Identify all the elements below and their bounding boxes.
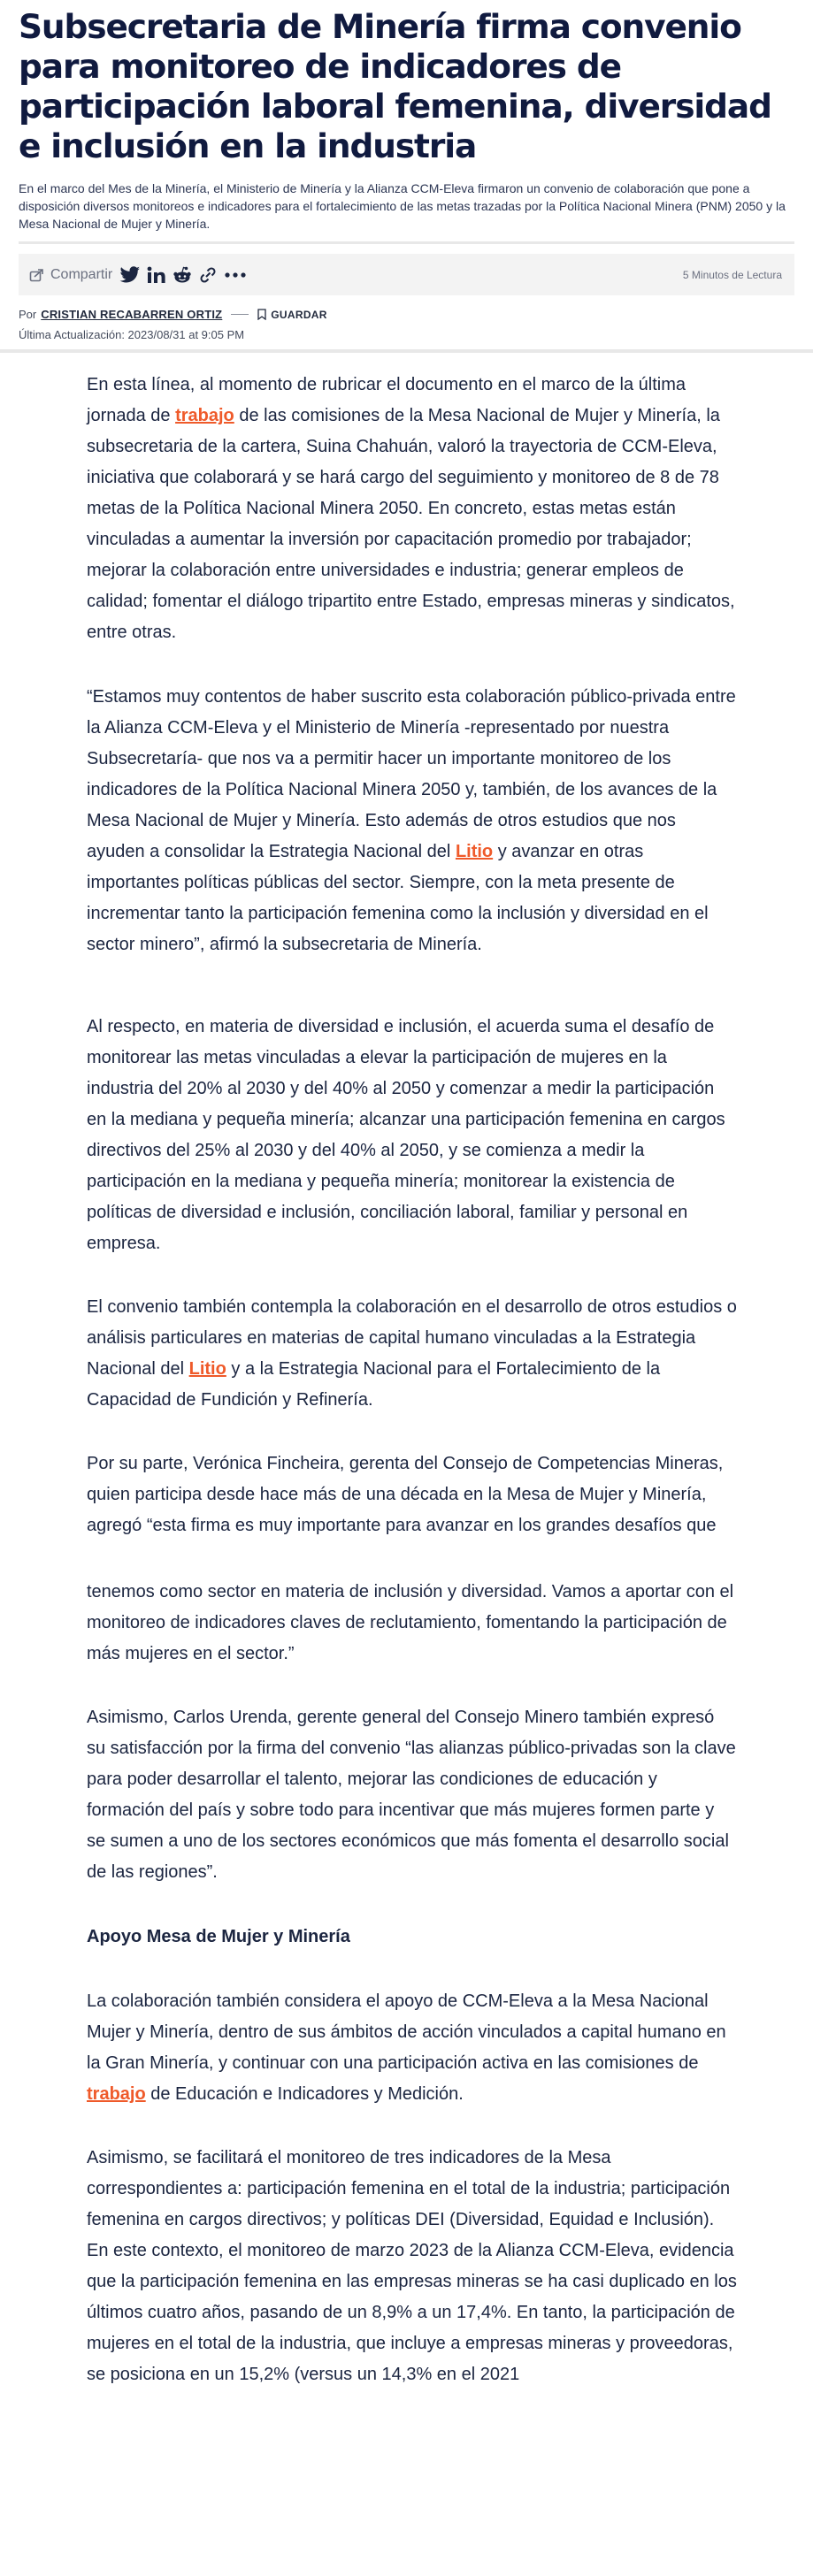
paragraph (87, 370, 737, 648)
keyword-link[interactable]: trabajo (87, 2084, 146, 2104)
read-time: 5 Minutos de Lectura (682, 268, 782, 281)
bookmark-icon (257, 309, 266, 320)
paragraph (87, 1292, 737, 1416)
keyword-link[interactable]: trabajo (175, 406, 234, 425)
save-label: GUARDAR (271, 308, 327, 321)
share-button[interactable] (29, 267, 112, 283)
byline-prefix: Por (19, 308, 37, 321)
article-header (0, 0, 813, 341)
paragraph: Asimismo, se facilitará el monitoreo de tres indicadores de la Mesa correspondientes a: participación femenina en el total de la industria; participación femenina en cargos directivos; y políticas DEI (Diversidad, Equidad e Inclusión). En este contexto, el monitoreo de marzo 2023 de la Alianza CCM-Eleva, evidencia que la participación femenina en las empresas mineras se ha casi duplicado en los últimos cuatro años, pasando de un 8,9% a un 17,4%. En tanto, la participación de mujeres en el total de la industria, que incluye a empresas mineras y proveedoras, se posiciona en un 15,2% (versus un 14,3% en el 2021 (87, 2148, 737, 2384)
more-icon[interactable] (224, 266, 247, 284)
paragraph-text: y avanzar en otras importantes políticas públicas del sector. Siempre, con la meta presente de incrementar tanto la participación femenina como la inclusión y diversidad en el sector minero”, afirmó la subsecretaria de Minería. (87, 842, 709, 954)
paragraph: Al respecto, en materia de diversidad e inclusión, el acuerda suma el desafío de monitorear las metas vinculadas a elevar la participación de mujeres en la industria del 20% al 2030 y del 40% al 2050 y comenzar a medir la participación en la mediana y pequeña minería; alcanzar una participación femenina en cargos directivos del 25% al 2030 y del 40% al 2050, y se comienza a medir la participación en la mediana y pequeña minería; monitorear la existencia de políticas de diversidad e inclusión, conciliación laboral, familiar y personal en empresa. (87, 1017, 725, 1253)
paragraph-text: El convenio también contempla la colaboración en el desarrollo de otros estudios o análisis particulares en materias de capital humano vinculadas a la Estrategia Nacional del (87, 1297, 737, 1379)
linkedin-icon[interactable] (147, 266, 166, 284)
paragraph-text: En esta línea, al momento de rubricar el documento en el marco de la última jornada de (87, 375, 686, 425)
keyword-link[interactable]: Litio (455, 842, 494, 861)
share-icon (29, 268, 45, 282)
byline-separator (231, 314, 249, 315)
share-bar (19, 254, 794, 295)
share-label: Compartir (50, 266, 113, 282)
keyword-link[interactable]: Litio (188, 1359, 226, 1379)
paragraph-text: de las comisiones de la Mesa Nacional de Mujer y Minería, la subsecretaria de la cartera, Suina Chahuán, valoró la trayectoria de CCM-Eleva, iniciativa que colaborará y se hará cargo del seguimiento y monitoreo de 8 de 78 metas de la Política Nacional Minera 2050. En concreto, estas metas están vinculadas a aumentar la inversión por capacitación promedio por trabajador; mejorar la colaboración entre universidades e industria; generar empleos de calidad; fomentar el diálogo tripartito entre Estado, empresas mineras y sindicatos, entre otras. (87, 406, 735, 642)
last-updated: Última Actualización: 2023/08/31 at 9:05 PM (19, 328, 245, 341)
article-summary: En el marco del Mes de la Minería, el Ministerio de Minería y la Alianza CCM-Eleva firmaron un convenio de colaboración que pone a disposición diversos monitoreos e indicadores para el fortalecimiento de las metas trazadas por la Política Nacional Minera (PNM) 2050 y la Mesa Nacional de Mujer y Minería. (19, 181, 786, 231)
paragraph-text: “Estamos muy contentos de haber suscrito esta colaboración público-privada entre la Alianza CCM-Eleva y el Ministerio de Minería -representado por nuestra Subsecretaría- que nos va a permitir hacer un importante monitoreo de los indicadores de la Política Nacional Minera 2050 y, también, de los avances de la Mesa Nacional de Mujer y Minería. Esto además de otros estudios que nos ayuden a consolidar la Estrategia Nacional del (87, 687, 736, 861)
article-headline: Subsecretaria de Minería firma convenio para monitoreo de indicadores de participación laboral femenina, diversidad e inclusión en la industria (19, 7, 771, 165)
reddit-icon[interactable] (173, 266, 192, 284)
save-button[interactable] (257, 309, 326, 321)
paragraph: Asimismo, Carlos Urenda, gerente general del Consejo Minero también expresó su satisfacción por la firma del convenio “las alianzas público-privadas son la clave para poder desarrollar el talento, mejorar las condiciones de educación y formación del país y sobre todo para incentivar que más mujeres formen parte y se sumen a uno de los sectores económicos que más fomenta el desarrollo social de las regiones”. (87, 1708, 736, 1882)
divider (19, 241, 794, 244)
share-icons (119, 266, 247, 284)
twitter-icon[interactable] (119, 266, 141, 284)
paragraph: tenemos como sector en materia de inclusión y diversidad. Vamos a aportar con el monitoreo de indicadores claves de reclutamiento, fomentando la participación de más mujeres en el sector.” (87, 1582, 734, 1663)
paragraph-text: La colaboración también considera el apoyo de CCM-Eleva a la Mesa Nacional Mujer y Minería, dentro de sus ámbitos de acción vinculados a capital humano en la Gran Minería, y continuar con una participación activa en las comisiones de (87, 1991, 726, 2073)
paragraph-text: de Educación e Indicadores y Medición. (145, 2084, 464, 2104)
paragraph-text: y a la Estrategia Nacional para el Fortalecimiento de la Capacidad de Fundición y Refinería. (87, 1359, 661, 1410)
article-body (0, 353, 813, 2390)
section-heading: Apoyo Mesa de Mujer y Minería (87, 1927, 350, 1946)
author-link[interactable]: CRISTIAN RECABARREN ORTIZ (41, 308, 223, 321)
paragraph (87, 682, 737, 960)
link-icon[interactable] (198, 266, 218, 284)
paragraph: Por su parte, Verónica Fincheira, gerenta del Consejo de Competencias Mineras, quien participa desde hace más de una década en la Mesa de Mujer y Minería, agregó “esta firma es muy importante para avanzar en los grandes desafíos que (87, 1454, 724, 1535)
paragraph (87, 1986, 737, 2110)
byline (19, 308, 794, 321)
